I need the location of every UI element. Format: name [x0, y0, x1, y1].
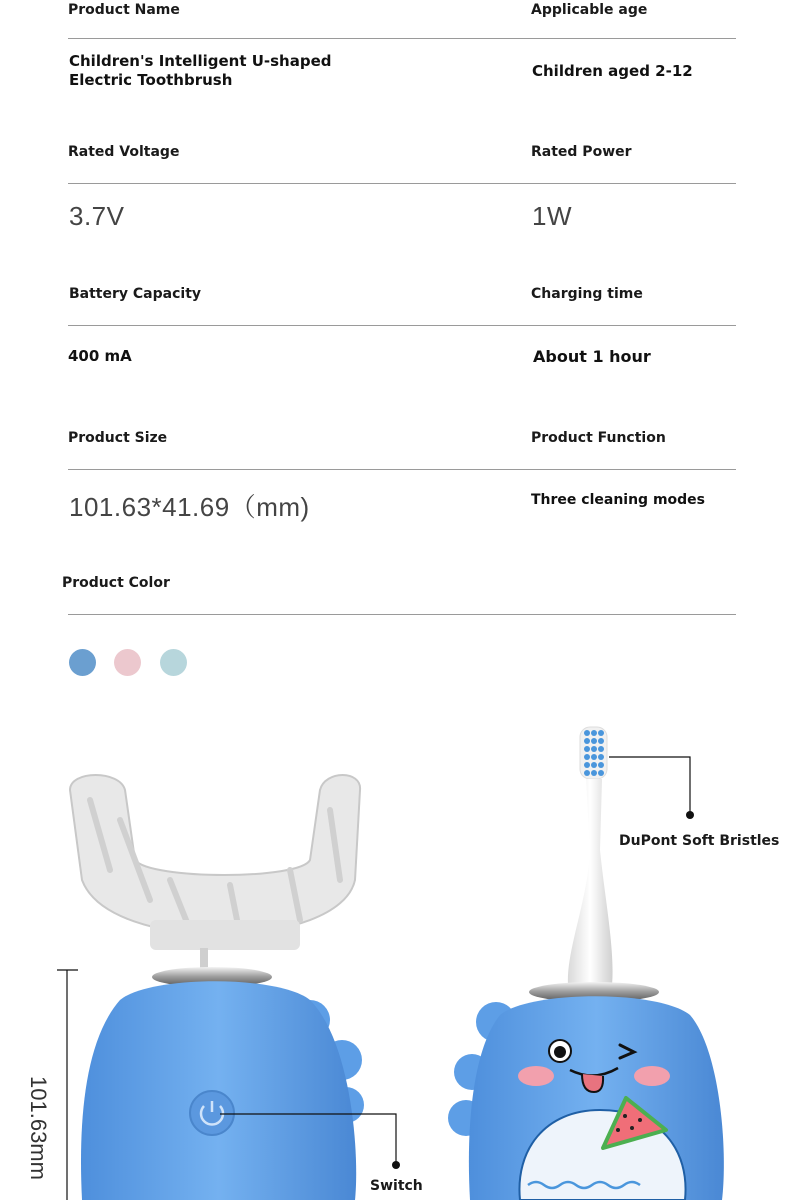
applicable-age-value: Children aged 2-12	[532, 62, 693, 80]
rated-power-value: 1W	[532, 201, 572, 231]
battery-capacity-label: Battery Capacity	[69, 286, 202, 302]
battery-capacity-value: 400 mA	[68, 347, 132, 365]
product-color-label: Product Color	[62, 575, 170, 591]
rated-power-label: Rated Power	[531, 144, 632, 160]
u-shaped-brush-head	[70, 775, 360, 976]
rated-voltage-value: 3.7V	[69, 201, 125, 231]
product-size-value: 101.63*41.69（mm)	[69, 492, 310, 522]
standard-brush-head	[568, 727, 613, 985]
rated-voltage-label: Rated Voltage	[68, 144, 180, 160]
charging-time-label: Charging time	[531, 286, 643, 302]
applicable-age-label: Applicable age	[531, 2, 648, 18]
product-name-value: Children's Intelligent U-shaped Electric Toothbrush	[69, 52, 332, 89]
bristles-callout: DuPont Soft Bristles	[619, 833, 780, 849]
left-brush-body	[81, 967, 364, 1200]
switch-callout: Switch	[370, 1178, 423, 1194]
right-brush-body	[448, 982, 724, 1200]
product-function-label: Product Function	[531, 430, 666, 446]
product-function-value: Three cleaning modes	[531, 492, 706, 508]
product-name-label: Product Name	[68, 2, 180, 18]
charging-time-value: About 1 hour	[533, 347, 651, 366]
power-button-icon[interactable]	[190, 1091, 234, 1135]
product-size-label: Product Size	[68, 430, 168, 446]
height-dimension-label: 101.63mm	[26, 1076, 51, 1180]
